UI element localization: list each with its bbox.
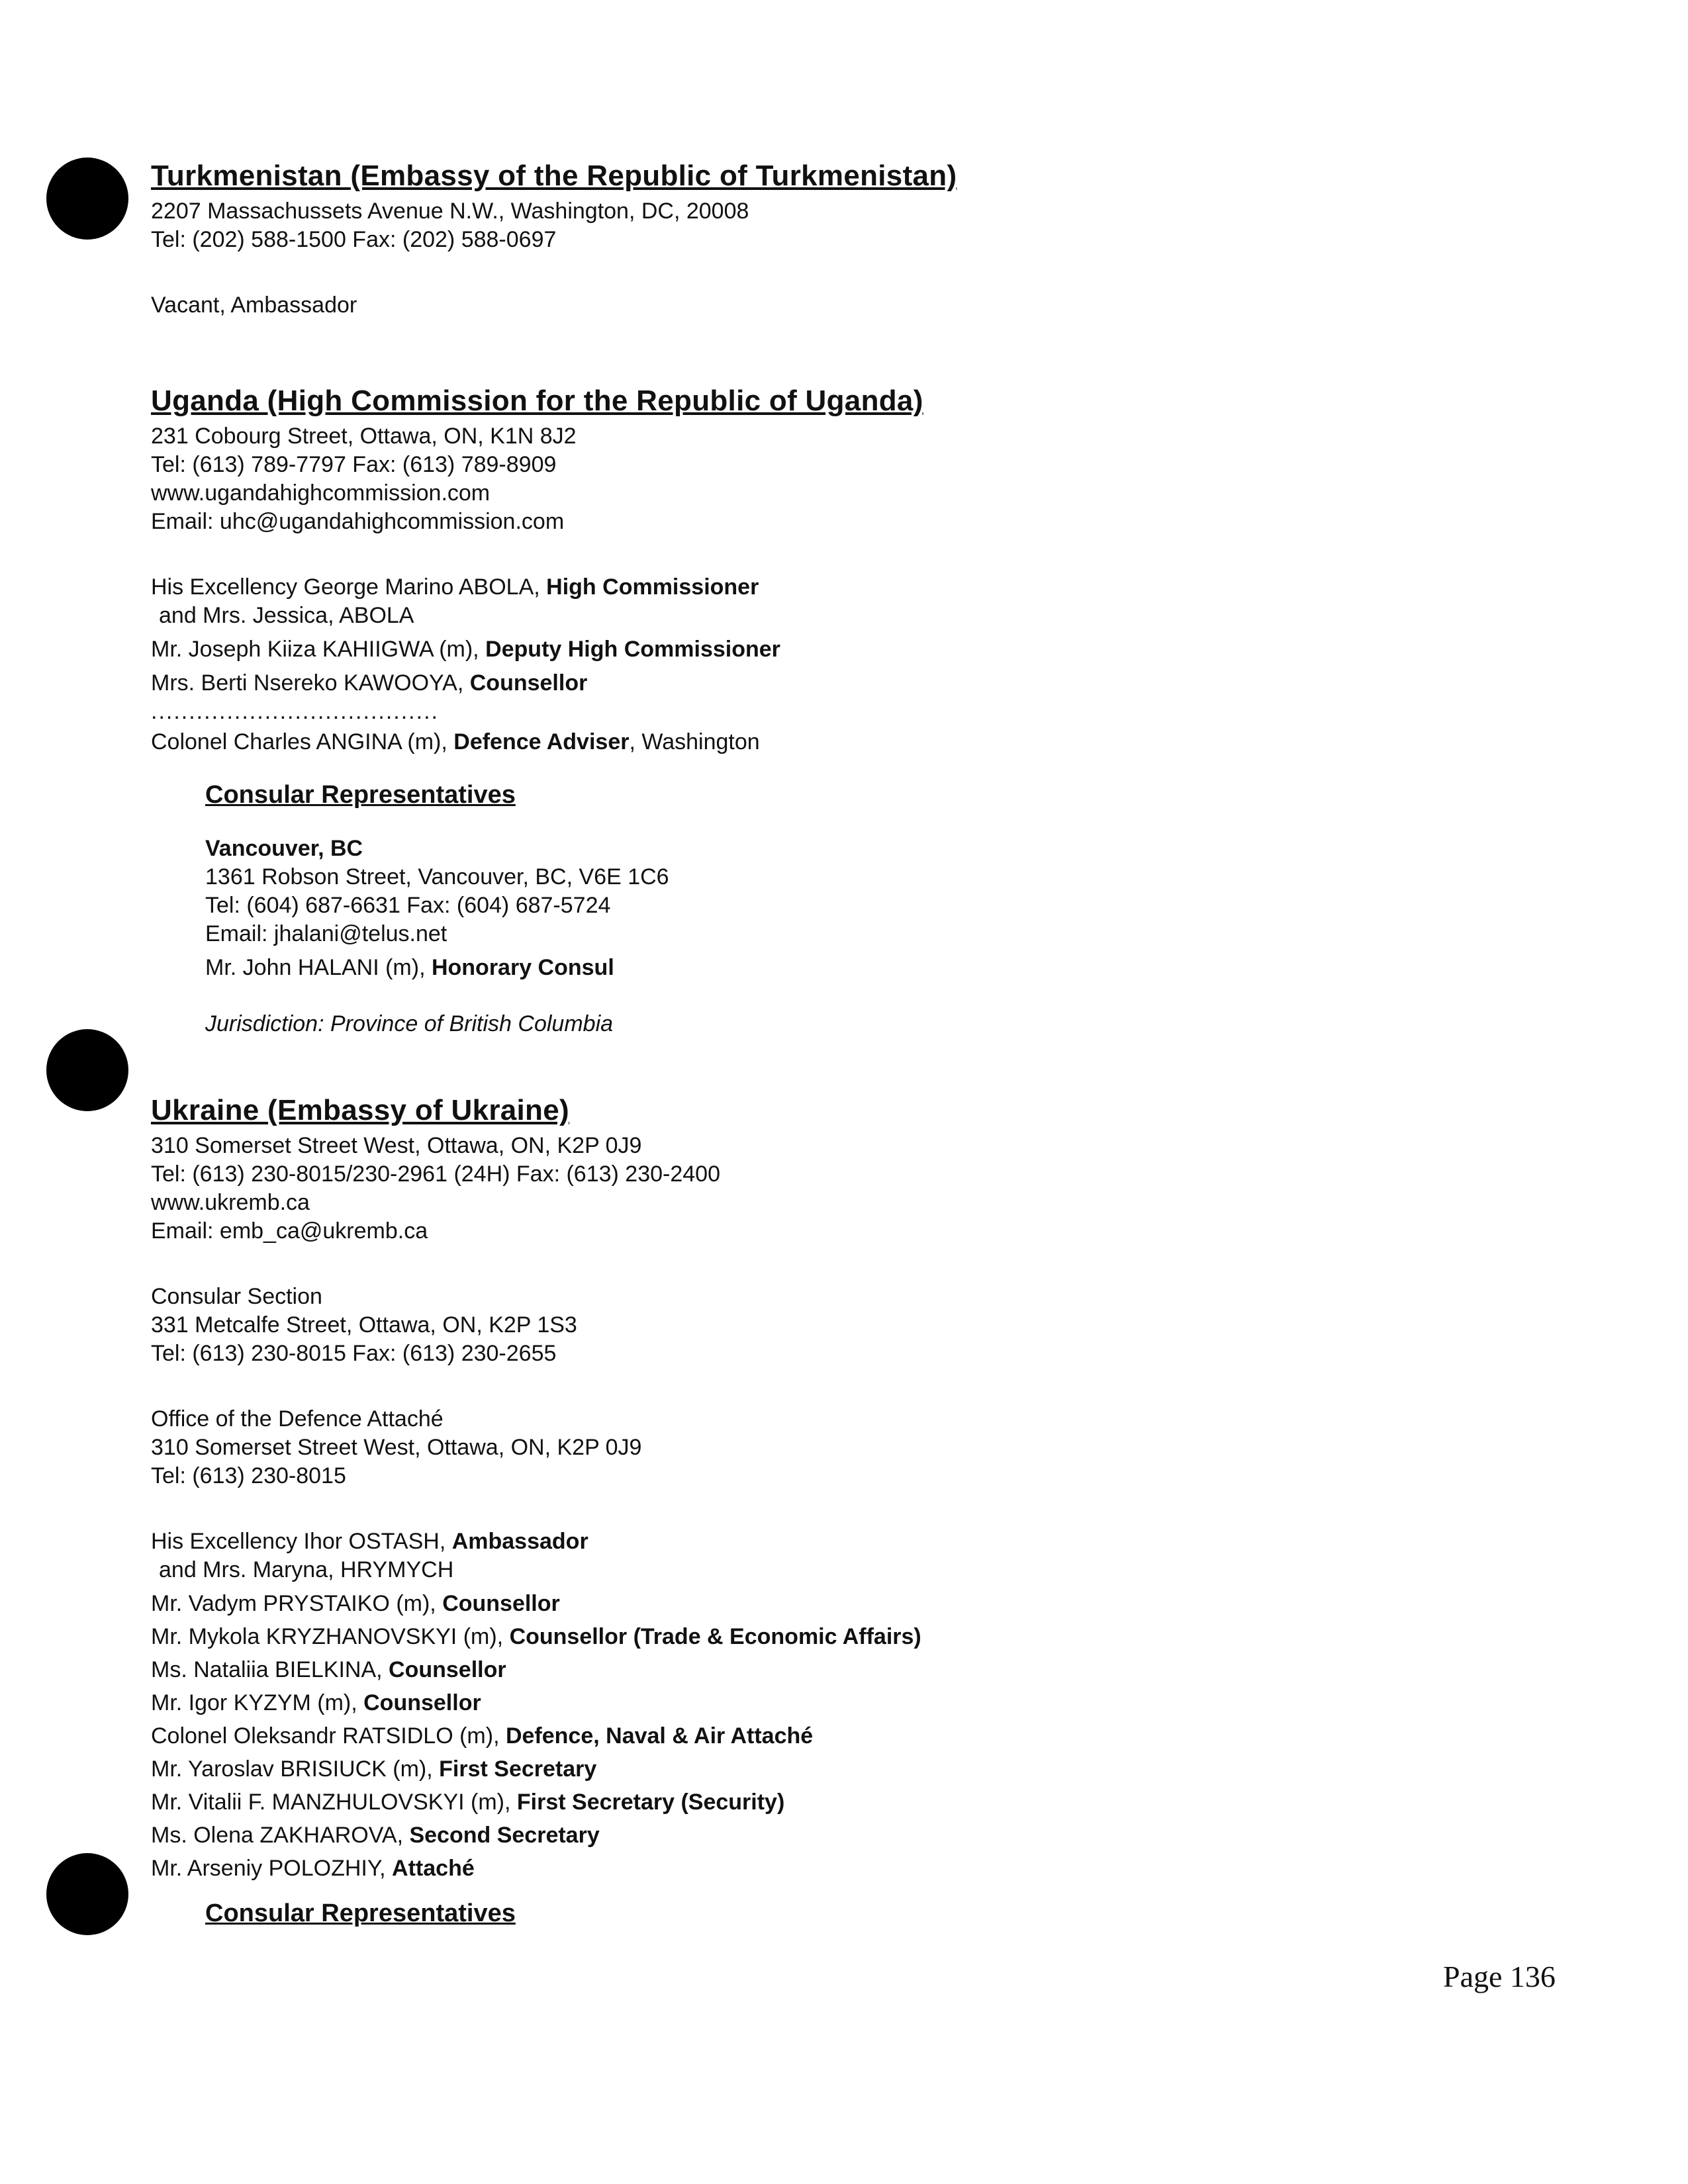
staff-role: Honorary Consul <box>431 955 614 980</box>
staff-list <box>151 1527 1475 1883</box>
staff-entry <box>151 669 1475 698</box>
staff-entry <box>151 602 1475 630</box>
ukraine-section <box>151 1093 1475 1929</box>
staff-role: Counsellor <box>469 670 588 696</box>
email-link[interactable]: Email: emb_ca@ukremb.ca <box>151 1218 428 1244</box>
address: 310 Somerset Street West, Ottawa, ON, K2P 0J9 <box>151 1133 642 1158</box>
staff-location: , Washington <box>629 729 760 754</box>
staff-entry <box>205 954 1475 982</box>
phone-fax: Tel: (613) 230-8015/230-2961 (24H) Fax: (613) 230-2400 <box>151 1161 720 1187</box>
subsection-title: Consular Representatives <box>205 781 516 809</box>
staff-role: Second Secretary <box>409 1823 600 1848</box>
staff-entry <box>151 1722 1475 1751</box>
staff-entry <box>151 1821 1475 1850</box>
punch-hole <box>46 158 128 240</box>
punch-hole <box>46 1029 128 1111</box>
staff-name: Mr. Joseph Kiiza KAHIIGWA (m), <box>151 637 486 662</box>
consul-city: Vancouver, BC <box>205 836 363 861</box>
staff-name: and Mrs. Jessica, ABOLA <box>159 603 414 628</box>
consular-representatives <box>205 1897 1475 1929</box>
section-title: Ukraine (Embassy of Ukraine) <box>151 1094 569 1126</box>
staff-name: Mr. Mykola KRYZHANOVSKYI (m), <box>151 1624 510 1649</box>
staff-entry <box>151 1556 1475 1584</box>
staff-name: Mr. John HALANI (m), <box>205 955 432 980</box>
staff-entry <box>151 1590 1475 1618</box>
staff-name: Ms. Nataliia BIELKINA, <box>151 1657 389 1682</box>
staff-name: Mr. Arseniy POLOZHIY, <box>151 1856 393 1881</box>
staff-role: Defence Adviser <box>453 729 630 754</box>
staff-name: and Mrs. Maryna, HRYMYCH <box>159 1557 454 1582</box>
staff-entry <box>151 728 1475 756</box>
section-title: Uganda (High Commission for the Republic of Uganda) <box>151 385 923 417</box>
staff-name: Mr. Yaroslav BRISIUCK (m), <box>151 1756 440 1782</box>
staff-role: Counsellor (Trade & Economic Affairs) <box>509 1624 921 1649</box>
staff-role: Counsellor <box>389 1657 506 1682</box>
address: 331 Metcalfe Street, Ottawa, ON, K2P 1S3 <box>151 1312 577 1338</box>
staff-entry <box>151 1527 1475 1556</box>
staff-entry <box>151 1788 1475 1817</box>
staff-entry <box>151 1755 1475 1784</box>
office-label: Office of the Defence Attaché <box>151 1406 444 1432</box>
jurisdiction-value: : Province of British Columbia <box>318 1011 614 1036</box>
staff-entry <box>151 635 1475 664</box>
uganda-section <box>151 384 1475 1038</box>
staff-name: His Excellency George Marino ABOLA, <box>151 574 547 600</box>
staff-role: Counsellor <box>363 1690 481 1715</box>
punch-hole <box>46 1853 128 1935</box>
phone-fax: Tel: (202) 588-1500 Fax: (202) 588-0697 <box>151 227 557 252</box>
staff-entry: Vacant, Ambassador <box>151 293 357 318</box>
jurisdiction <box>205 1010 1475 1038</box>
staff-entry <box>151 1656 1475 1684</box>
phone-fax: Tel: (604) 687-6631 Fax: (604) 687-5724 <box>205 893 611 918</box>
consular-representatives <box>205 779 1475 1038</box>
staff-name: Mr. Vitalii F. MANZHULOVSKYI (m), <box>151 1790 517 1815</box>
staff-name: Colonel Oleksandr RATSIDLO (m), <box>151 1723 506 1749</box>
staff-role: First Secretary <box>439 1756 597 1782</box>
staff-role: Defence, Naval & Air Attaché <box>505 1723 814 1749</box>
dotted-separator: ...................................... <box>151 699 439 724</box>
address: 310 Somerset Street West, Ottawa, ON, K2P 0J9 <box>151 1435 642 1460</box>
address: 1361 Robson Street, Vancouver, BC, V6E 1C6 <box>205 864 669 889</box>
staff-role: Attaché <box>392 1856 475 1881</box>
staff-name: Colonel Charles ANGINA (m), <box>151 729 454 754</box>
phone-fax: Tel: (613) 230-8015 <box>151 1463 346 1488</box>
staff-name: Ms. Olena ZAKHAROVA, <box>151 1823 410 1848</box>
address: 2207 Massachussets Avenue N.W., Washington, DC, 20008 <box>151 199 749 224</box>
staff-entry <box>151 1623 1475 1651</box>
email-link[interactable]: Email: jhalani@telus.net <box>205 921 447 946</box>
website-link[interactable]: www.ugandahighcommission.com <box>151 480 491 506</box>
staff-role: First Secretary (Security) <box>516 1790 785 1815</box>
page-number: Page 136 <box>1443 1960 1556 1993</box>
staff-entry <box>151 573 1475 602</box>
subsection-title: Consular Representatives <box>205 1899 516 1927</box>
staff-name: Mr. Igor KYZYM (m), <box>151 1690 364 1715</box>
staff-name: Mrs. Berti Nsereko KAWOOYA, <box>151 670 470 696</box>
office-label: Consular Section <box>151 1284 322 1309</box>
section-title: Turkmenistan (Embassy of the Republic of Turkmenistan) <box>151 159 957 192</box>
staff-entry <box>151 1854 1475 1883</box>
phone-fax: Tel: (613) 230-8015 Fax: (613) 230-2655 <box>151 1341 557 1366</box>
staff-name: Mr. Vadym PRYSTAIKO (m), <box>151 1591 443 1616</box>
staff-role: Counsellor <box>442 1591 560 1616</box>
turkmenistan-section <box>151 159 1475 320</box>
staff-name: His Excellency Ihor OSTASH, <box>151 1529 452 1554</box>
staff-role: High Commissioner <box>546 574 759 600</box>
staff-role: Ambassador <box>451 1529 588 1554</box>
email-link[interactable]: Email: uhc@ugandahighcommission.com <box>151 509 565 534</box>
website-link[interactable]: www.ukremb.ca <box>151 1190 310 1215</box>
jurisdiction-label: Jurisdiction <box>205 1011 318 1036</box>
phone-fax: Tel: (613) 789-7797 Fax: (613) 789-8909 <box>151 452 557 477</box>
staff-role: Deputy High Commissioner <box>485 637 780 662</box>
staff-entry <box>151 1689 1475 1717</box>
address: 231 Cobourg Street, Ottawa, ON, K1N 8J2 <box>151 424 577 449</box>
